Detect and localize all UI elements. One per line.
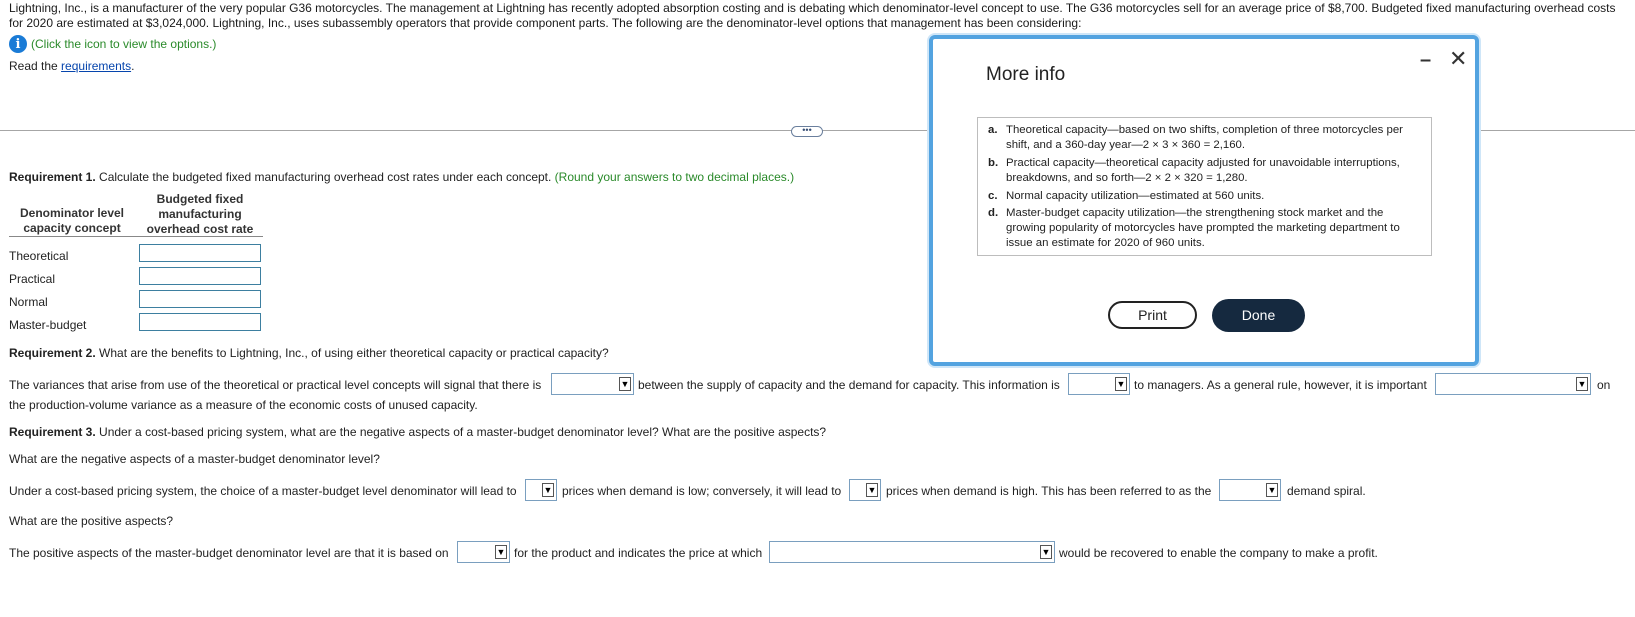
done-button[interactable]: Done — [1212, 299, 1305, 332]
pos-sentence-1: The positive aspects of the master-budget denominator level are that it is based on — [9, 546, 449, 560]
req2-sentence-5: the production-volume variance as a measure of the economic costs of unused capacity. — [9, 398, 478, 412]
dropdown-information-value[interactable] — [1068, 373, 1130, 395]
positive-aspects-question: What are the positive aspects? — [9, 514, 174, 528]
req2-sentence-3: to managers. As a general rule, however, it is important — [1134, 378, 1427, 392]
option-text: Master-budget capacity utilization—the strengthening stock market and the growing popularity of motorcycles have prompted the marketing department to issue an estimate for 2020 of 960 units. — [1006, 207, 1400, 249]
option-letter: c. — [988, 190, 998, 202]
req2-sentence-2: between the supply of capacity and the demand for capacity. This information is — [638, 378, 1060, 392]
option-letter: d. — [988, 207, 999, 219]
info-icon[interactable]: i — [9, 35, 27, 53]
req3-label: Requirement 3. — [9, 425, 96, 439]
read-suffix: . — [131, 59, 135, 73]
chevron-down-icon: ▼ — [1267, 485, 1277, 495]
req1-note: (Round your answers to two decimal places.) — [554, 170, 795, 184]
rate-input-theoretical[interactable] — [139, 244, 261, 262]
chevron-down-icon: ▼ — [620, 379, 630, 389]
dropdown-general-rule[interactable] — [1435, 373, 1591, 395]
view-options-row — [9, 35, 216, 53]
neg-sentence-2: prices when demand is low; conversely, it will lead to — [562, 484, 842, 498]
chevron-down-icon: ▼ — [543, 485, 553, 495]
req2-sentence-4: on — [1597, 378, 1611, 392]
col1-line2: capacity concept — [23, 221, 121, 235]
option-item — [988, 189, 1420, 204]
table-header-rule — [9, 236, 263, 237]
requirement-2 — [9, 346, 609, 360]
req2-sentence-1: The variances that arise from use of the theoretical or practical level concepts will signal that there is — [9, 378, 542, 392]
rate-input-practical[interactable] — [139, 267, 261, 285]
pos-sentence-3: would be recovered to enable the company to make a profit. — [1059, 546, 1378, 560]
option-item — [988, 206, 1420, 251]
read-prefix: Read the — [9, 59, 62, 73]
row-label-theoretical: Theoretical — [9, 249, 69, 263]
problem-intro — [9, 1, 1629, 31]
dropdown-recovered-costs[interactable] — [769, 541, 1055, 563]
req1-label: Requirement 1. — [9, 170, 96, 184]
option-item — [988, 156, 1420, 186]
req2-label: Requirement 2. — [9, 346, 96, 360]
read-requirements — [9, 59, 134, 73]
row-label-practical: Practical — [9, 272, 56, 286]
option-text: Normal capacity utilization—estimated at 560 units. — [1006, 190, 1265, 202]
expand-ellipsis-button[interactable]: ••• — [791, 126, 823, 137]
intro-line-1: Lightning, Inc., is a manufacturer of the very popular G36 motorcycles. The management at Lightning has recently adopted absorption costing and is debating which denominator-level concept to use. The G36 motorcycles sell for an average price of $8,700. Budgeted fixed manufacturing overhead costs — [9, 1, 1616, 15]
dropdown-high-demand-prices[interactable] — [849, 479, 881, 501]
option-text: Theoretical capacity—based on two shifts, completion of three motorcycles per shift, and a 360-day year—2 × 3 × 360 = 2,160. — [1006, 124, 1403, 151]
print-button[interactable]: Print — [1108, 301, 1197, 329]
dropdown-capacity-mismatch[interactable] — [551, 373, 634, 395]
close-icon[interactable]: ✕ — [1449, 46, 1468, 71]
pos-sentence-2: for the product and indicates the price at which — [514, 546, 763, 560]
req2-text: What are the benefits to Lightning, Inc., of using either theoretical capacity or practical capacity? — [95, 346, 609, 360]
chevron-down-icon: ▼ — [496, 547, 506, 557]
row-label-master-budget: Master-budget — [9, 318, 87, 332]
option-letter: a. — [988, 124, 998, 136]
chevron-down-icon: ▼ — [1577, 379, 1587, 389]
requirement-1 — [9, 170, 794, 184]
option-text: Practical capacity—theoretical capacity adjusted for unavoidable interruptions, breakdowns, and so forth—2 × 2 × 320 = 1,280. — [1006, 157, 1400, 184]
chevron-down-icon: ▼ — [867, 485, 877, 495]
rate-input-normal[interactable] — [139, 290, 261, 308]
chevron-down-icon: ▼ — [1116, 379, 1126, 389]
dialog-title: More info — [986, 64, 1066, 85]
negative-aspects-question: What are the negative aspects of a master-budget denominator level? — [9, 452, 380, 466]
option-letter: b. — [988, 157, 999, 169]
col1-line1: Denominator level — [19, 206, 125, 220]
req3-text: Under a cost-based pricing system, what are the negative aspects of a master-budget denominator level? What are the positive aspects? — [95, 425, 827, 439]
rate-input-master-budget[interactable] — [139, 313, 261, 331]
col2-line3: overhead cost rate — [146, 222, 254, 236]
neg-sentence-4: demand spiral. — [1287, 484, 1366, 498]
intro-line-2: for 2020 are estimated at $3,024,000. Lightning, Inc., uses subassembly operators that provide component parts. The following are the denominator-level options that management has been considering: — [9, 16, 1082, 30]
neg-sentence-1: Under a cost-based pricing system, the choice of a master-budget level denominator will lead to — [9, 484, 517, 498]
dropdown-based-on[interactable] — [457, 541, 510, 563]
col2-line2: manufacturing — [158, 207, 242, 221]
neg-sentence-3: prices when demand is high. This has been referred to as the — [886, 484, 1212, 498]
dropdown-demand-spiral[interactable] — [1219, 479, 1281, 501]
more-info-dialog — [929, 35, 1479, 366]
row-label-normal: Normal — [9, 295, 48, 309]
req1-text: Calculate the budgeted fixed manufacturing overhead cost rates under each concept. — [95, 170, 555, 184]
dropdown-low-demand-prices[interactable] — [525, 479, 557, 501]
requirements-link[interactable]: requirements — [61, 59, 132, 73]
col-header-overhead-rate — [138, 192, 262, 237]
col-header-capacity-concept — [12, 206, 132, 236]
option-item — [988, 123, 1420, 153]
requirement-3 — [9, 425, 826, 439]
minimize-icon[interactable]: – — [1420, 49, 1432, 71]
options-box — [977, 117, 1432, 256]
col2-line1: Budgeted fixed — [156, 192, 244, 206]
chevron-down-icon: ▼ — [1041, 547, 1051, 557]
view-options-text: (Click the icon to view the options.) — [31, 37, 217, 51]
